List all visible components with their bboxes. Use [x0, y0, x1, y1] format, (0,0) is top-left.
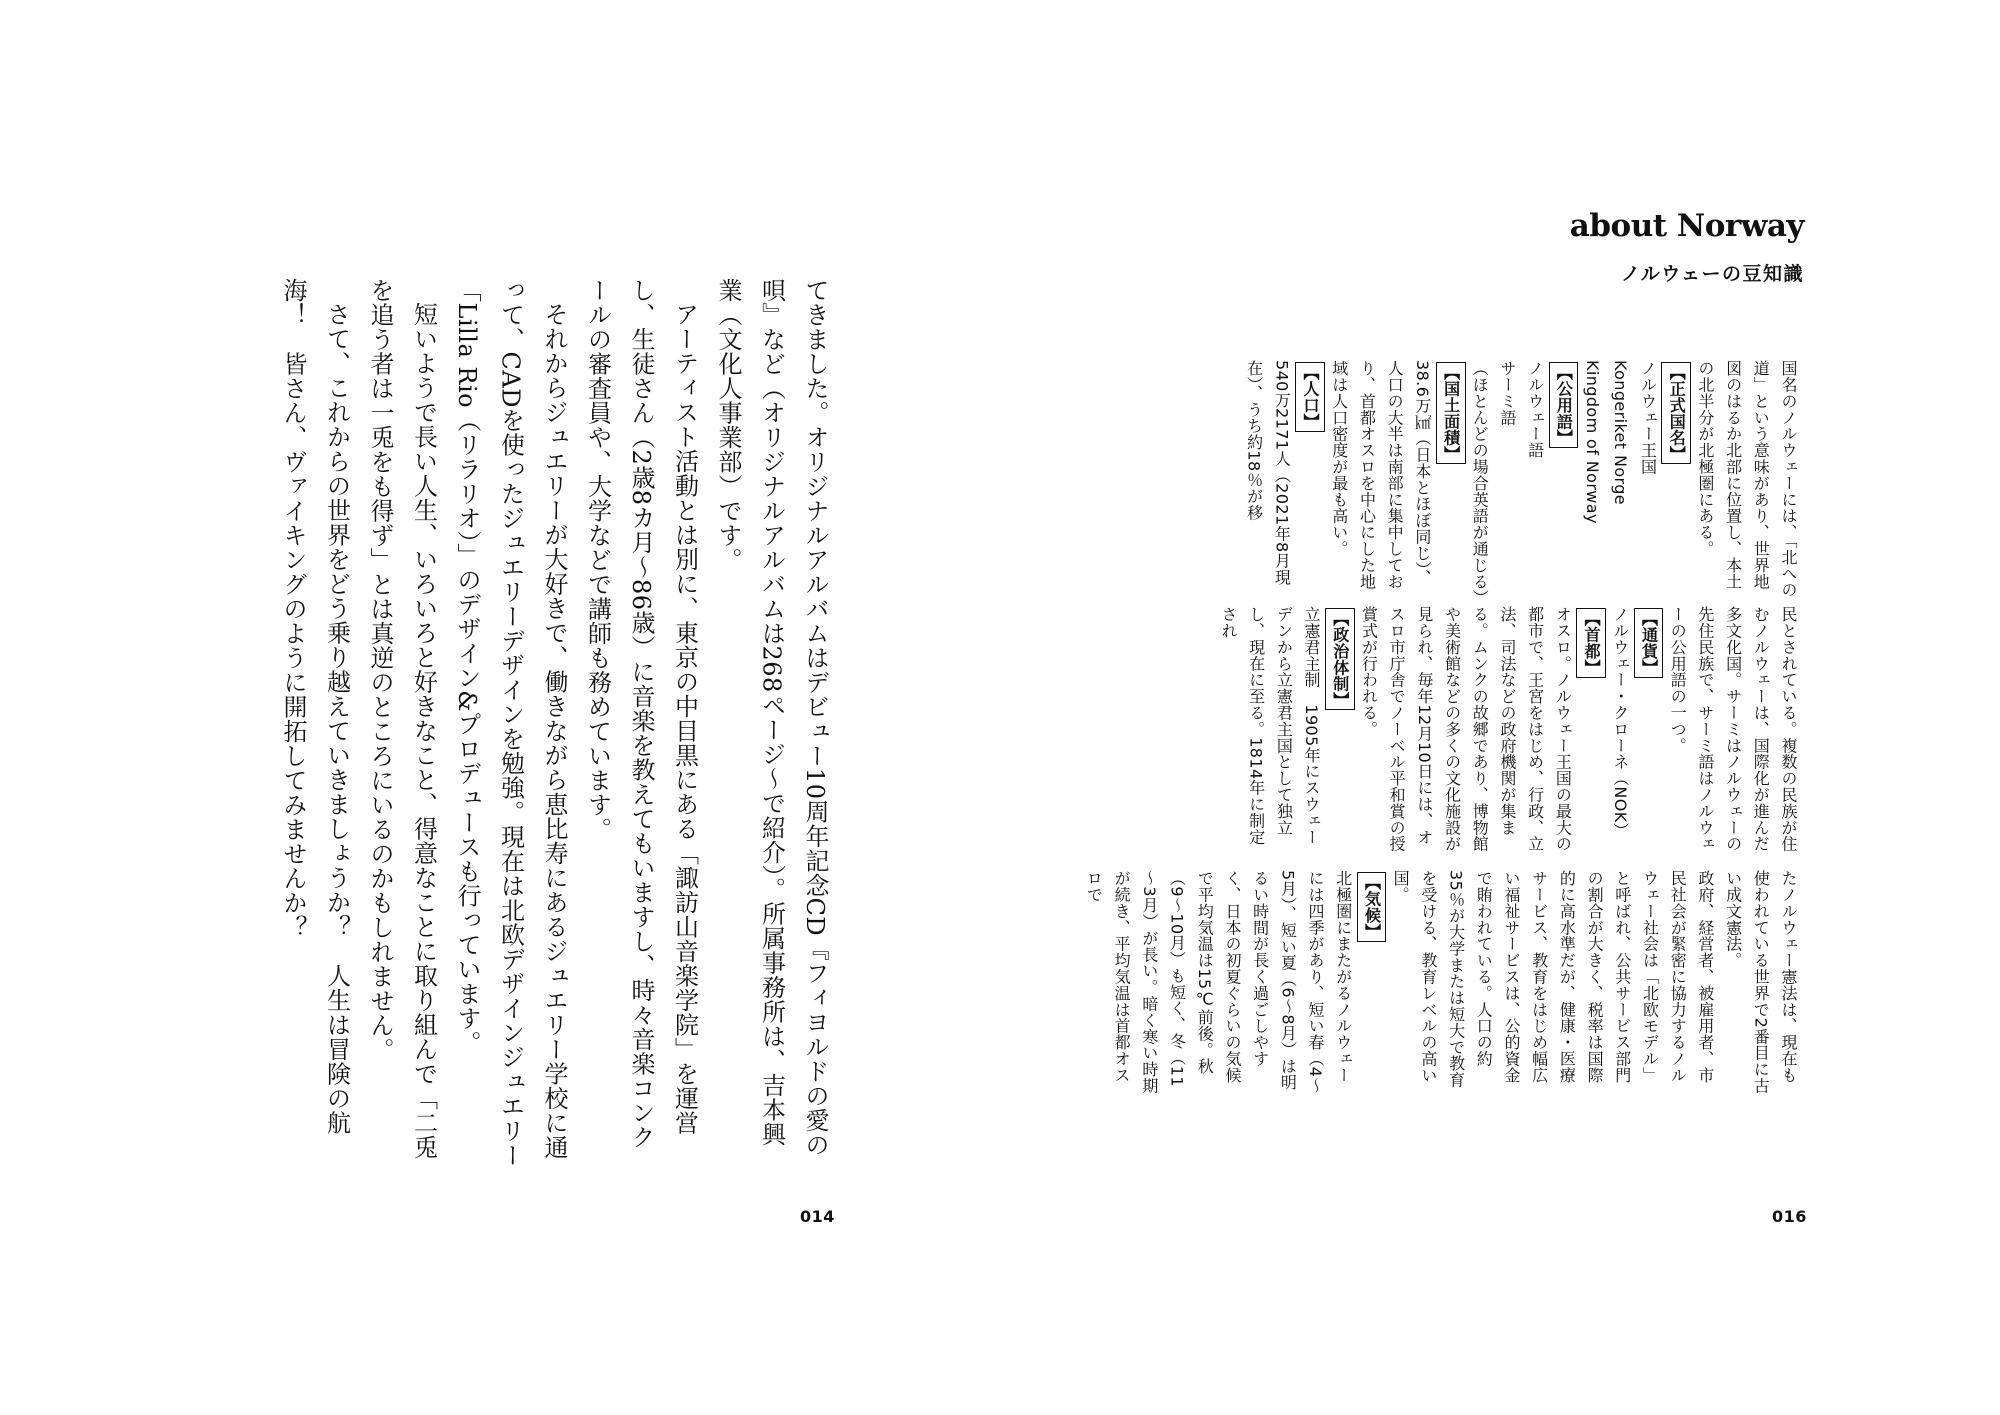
currency-heading: 【通貨】: [1634, 608, 1664, 678]
language-line: （ほとんどの場合英語が通じる）: [1470, 360, 1490, 606]
page-title: about Norway: [1569, 208, 1804, 244]
essay-paragraph: それからジュエリーが大好きで、働きながら恵比寿にあるジュエリー学校に通って、CADを使ったジュエリーデザインを勉強。現在は北欧デザインジュエリー「Lilla Rio（リラリオ）」のデザイン&プロデュースも行っています。: [453, 278, 568, 1168]
official-name-line: Kingdom of Norway: [1583, 360, 1603, 524]
official-name-heading: 【正式国名】: [1661, 362, 1691, 464]
page-number: 016: [1772, 1207, 1807, 1226]
page-subtitle: ノルウェーの豆知識: [1621, 263, 1804, 285]
facts-block-top: [1218, 360, 1802, 606]
population-heading: 【人口】: [1295, 362, 1325, 432]
capital-heading: 【首都】: [1576, 608, 1606, 678]
currency-text: ノルウェー・クローネ（NOK）: [1610, 606, 1630, 840]
essay-paragraph: 短いようで長い人生、いろいろと好きなこと、得意なことに取り組んで「二兎を追う者は一兎をも得ず」とは真逆のところにいるのかもしれません。: [366, 278, 438, 1160]
society-text: 政府、経営者、被雇用者、市民社会が緊密に協力するノルウェー社会は「北欧モデル」と呼ばれ、公共サービス部門の割合が大きく、税率は国際的に高水準だが、健康・医療サービス、教育をはじめ幅広い福祉サービスは、公的資金で賄われている。人口の約35％が大学または短大で教育を受ける、教育レベルの高い国。: [1391, 870, 1715, 1088]
area-heading: 【国土面積】: [1436, 362, 1466, 464]
essay-paragraph: てきました。オリジナルアルバムはデビュー10周年記念CD『フィヨルドの愛の唄』など（オリジナルアルバムは268ページ～で紹介）。所属事務所は、吉本興業（文化人事業部）です。: [714, 278, 829, 1157]
language-heading: 【公用語】: [1549, 362, 1579, 448]
facts-block-middle: [1218, 606, 1802, 860]
intro-text: 国名のノルウェーには、「北への道」という意味があり、世界地図のはるか北部に位置し、本土の北半分が北極圏にある。: [1695, 360, 1798, 598]
official-name-line: ノルウェー王国: [1638, 360, 1658, 475]
climate-heading: 【気候】: [1357, 872, 1387, 942]
language-line: サーミ語: [1497, 360, 1517, 426]
essay-text: [279, 278, 836, 1168]
politics-heading: 【政治体制】: [1325, 608, 1355, 710]
capital-text: オスロ。ノルウェー王国の最大の都市で、王宮をはじめ、行政、立法、司法などの政府機関が集まる。ムンクの故郷であり、博物館や美術館などの多くの文化施設が見られ、毎年12月10日には、オスロ市庁舎でノーベル平和賞の授賞式が行われる。: [1359, 606, 1573, 852]
population-text: 540万2171人（2021年8月現在）、うち約18％が移: [1244, 360, 1292, 586]
page-number: 014: [800, 1207, 835, 1226]
essay-paragraph: アーティスト活動とは別に、東京の中目黒にある「諏訪山音楽学院」を運営し、生徒さん（2歳8カ月～86歳）に音楽を教えてもいますし、時々音楽コンクールの審査員や、大学などで講師も務めています。: [583, 278, 699, 1150]
essay-paragraph: さて、これからの世界をどう乗り越えていきましょうか？ 人生は冒険の航海！ 皆さん、ヴァイキングのように開拓してみませんか？: [279, 278, 351, 1135]
politics-text: 立憲君主制 1905年にスウェーデンから立憲君主国として独立し、現在に至る。1814年に制定され: [1218, 606, 1322, 846]
constitution-text: たノルウェー憲法は、現在も使われている世界で2番目に古い成文憲法。: [1723, 870, 1798, 1094]
facts-block-bottom: [1084, 870, 1802, 1098]
climate-text: 北極圏にまたがるノルウェーには四季があり、短い春（4～5月）、短い夏（6～8月）は明るい時間が長く過ごしやすく、日本の初夏ぐらいの気候で平均気温は15℃前後。秋（9～10月）も短く、冬（11～3月）が長い。暗く寒い時期が続き、平均気温は首都オスロで: [1084, 870, 1353, 1094]
ethnicity-text: 民とされている。複数の民族が住むノルウェーは、国際化が進んだ多文化国。サーミはノルウェーの先住民族で、サーミ語はノルウェーの公用語の一つ。: [1668, 606, 1798, 852]
right-page: [1000, 0, 2000, 1415]
language-line: ノルウェー語: [1525, 360, 1545, 459]
official-name-line: Kongeriket Norge: [1610, 360, 1630, 506]
area-text: 38.6万㎢（日本とほぼ同じ）、人口の大半は南部に集中しており、首都オスロを中心にした地域は人口密度が最も高い。: [1329, 360, 1432, 590]
